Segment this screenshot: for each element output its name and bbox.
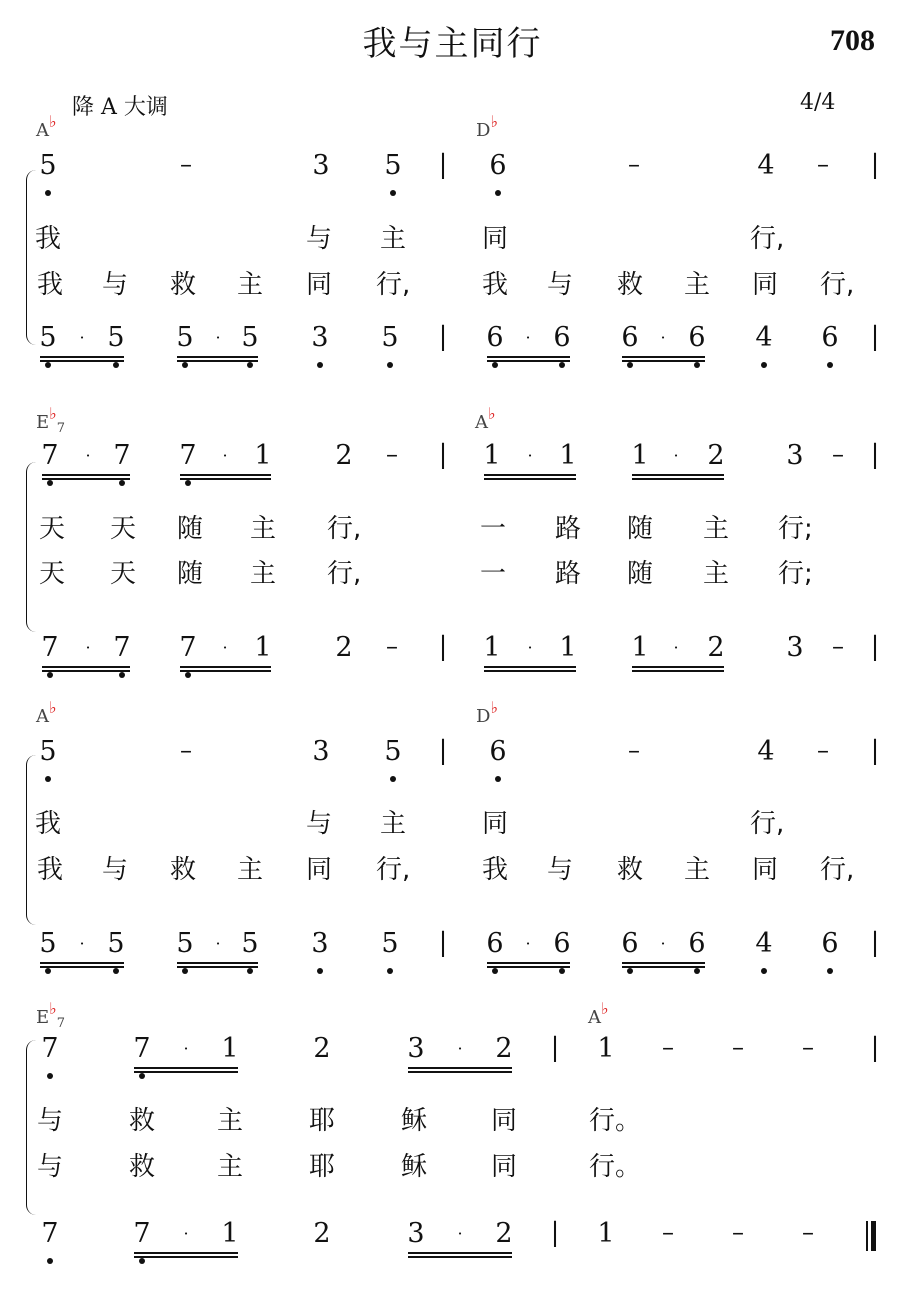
lyric-char: 天 — [38, 559, 65, 589]
note: 5 — [39, 736, 57, 767]
dot: · — [525, 328, 531, 347]
low-octave-dot — [47, 672, 53, 678]
note: 5 — [107, 928, 125, 959]
low-octave-dot — [694, 362, 700, 368]
dash: – — [832, 440, 844, 468]
dot: · — [527, 638, 533, 657]
underline — [484, 666, 576, 668]
hymn-number: 708 — [830, 24, 875, 57]
low-octave-dot — [492, 968, 498, 974]
low-octave-dot — [627, 362, 633, 368]
low-octave-dot — [45, 776, 51, 782]
lyric-char: 主 — [236, 855, 263, 885]
note: 7 — [179, 440, 197, 471]
note: 6 — [486, 928, 504, 959]
lyric-char: 主 — [379, 809, 406, 839]
lyric-char: 我 — [34, 809, 61, 839]
system-brace — [26, 170, 39, 345]
note: 4 — [755, 928, 773, 959]
note: 5 — [39, 150, 57, 181]
dash: – — [817, 736, 829, 764]
dash: – — [180, 150, 192, 178]
lyric-char: 一 — [479, 559, 506, 589]
note: 6 — [821, 322, 839, 353]
note: 5 — [176, 322, 194, 353]
note: 7 — [41, 1033, 59, 1064]
note: 1 — [254, 440, 272, 471]
dot: · — [215, 934, 221, 953]
underline — [180, 474, 271, 476]
barline: | — [550, 1033, 560, 1063]
lyric-char: 行, — [327, 559, 362, 589]
note: 7 — [133, 1218, 151, 1249]
lyric-char: 与 — [101, 270, 128, 300]
lyric-char: 天 — [109, 514, 136, 544]
dash: – — [628, 736, 640, 764]
hymn-title: 我与主同行 — [362, 24, 543, 64]
dot: · — [222, 638, 228, 657]
lyric-char: 我 — [481, 270, 508, 300]
lyric-char: 随 — [176, 514, 203, 544]
lyric-char: 随 — [626, 559, 653, 589]
note: 5 — [107, 322, 125, 353]
lyric-char: 主 — [702, 514, 729, 544]
underline — [42, 474, 130, 476]
lyric-char: 耶 — [308, 1106, 335, 1136]
dash: – — [662, 1033, 674, 1061]
note: 1 — [597, 1218, 615, 1249]
underline — [177, 966, 258, 968]
lyric-char: 与 — [36, 1152, 63, 1182]
lyric-char: 行, — [376, 270, 411, 300]
dot: · — [85, 446, 91, 465]
note: 1 — [254, 632, 272, 663]
note: 2 — [335, 632, 353, 663]
low-octave-dot — [492, 362, 498, 368]
barline: | — [870, 736, 880, 766]
low-octave-dot — [45, 362, 51, 368]
dash: – — [180, 736, 192, 764]
barline: | — [870, 928, 880, 958]
low-octave-dot — [47, 480, 53, 486]
note: 6 — [621, 322, 639, 353]
lyric-char: 行, — [820, 270, 855, 300]
note: 1 — [597, 1033, 615, 1064]
lyric-char: 稣 — [400, 1152, 427, 1182]
lyric-char: 我 — [481, 855, 508, 885]
barline: | — [438, 928, 448, 958]
chord-symbol: D♭ — [476, 698, 498, 727]
low-octave-dot — [182, 968, 188, 974]
lyric-char: 随 — [176, 559, 203, 589]
time-signature: 4/4 — [800, 90, 836, 115]
chord-symbol: A♭ — [36, 698, 57, 727]
underline — [134, 1252, 238, 1254]
low-octave-dot — [45, 968, 51, 974]
barline: | — [438, 322, 448, 352]
underline — [42, 670, 130, 672]
dash: – — [386, 440, 398, 468]
underline — [180, 670, 271, 672]
note: 4 — [757, 150, 775, 181]
note: 4 — [755, 322, 773, 353]
low-octave-dot — [627, 968, 633, 974]
low-octave-dot — [761, 362, 767, 368]
underline — [40, 356, 124, 358]
dot: · — [673, 446, 679, 465]
note: 1 — [559, 632, 577, 663]
low-octave-dot — [495, 190, 501, 196]
lyric-char: 主 — [683, 270, 710, 300]
underline — [632, 474, 724, 476]
dot: · — [660, 934, 666, 953]
low-octave-dot — [559, 362, 565, 368]
low-octave-dot — [387, 362, 393, 368]
note: 3 — [312, 150, 330, 181]
dot: · — [527, 446, 533, 465]
dot: · — [222, 446, 228, 465]
note: 5 — [384, 736, 402, 767]
note: 3 — [786, 440, 804, 471]
barline: | — [870, 150, 880, 180]
lyric-char: 救 — [128, 1152, 155, 1182]
lyric-char: 同 — [481, 809, 508, 839]
note: 2 — [495, 1033, 513, 1064]
underline — [134, 1071, 238, 1073]
underline — [484, 474, 576, 476]
note: 6 — [486, 322, 504, 353]
underline — [484, 670, 576, 672]
chord-symbol: $E♭_7$ — [36, 999, 65, 1031]
lyric-char: 行, — [750, 224, 785, 254]
lyric-char: 一 — [479, 514, 506, 544]
dot: · — [457, 1039, 463, 1058]
barline: | — [870, 322, 880, 352]
low-octave-dot — [139, 1258, 145, 1264]
dot: · — [79, 328, 85, 347]
note: 3 — [407, 1218, 425, 1249]
key-signature: 降 A 大调 — [72, 95, 168, 120]
low-octave-dot — [559, 968, 565, 974]
underline — [40, 966, 124, 968]
note: 6 — [489, 150, 507, 181]
note: 6 — [553, 322, 571, 353]
underline — [180, 666, 271, 668]
note: 5 — [241, 928, 259, 959]
note: 6 — [553, 928, 571, 959]
low-octave-dot — [827, 968, 833, 974]
chord-symbol: $E♭_7$ — [36, 404, 65, 436]
low-octave-dot — [827, 362, 833, 368]
dash: – — [662, 1218, 674, 1246]
note: 4 — [757, 736, 775, 767]
underline — [487, 356, 570, 358]
lyric-char: 耶 — [308, 1152, 335, 1182]
underline — [487, 360, 570, 362]
low-octave-dot — [390, 190, 396, 196]
low-octave-dot — [119, 480, 125, 486]
lyric-char: 行; — [778, 514, 813, 544]
lyric-char: 与 — [546, 855, 573, 885]
note: 1 — [221, 1218, 239, 1249]
note: 5 — [39, 928, 57, 959]
note: 5 — [381, 322, 399, 353]
lyric-char: 行, — [820, 855, 855, 885]
lyric-char: 同 — [305, 855, 332, 885]
lyric-char: 路 — [554, 514, 581, 544]
lyric-char: 稣 — [400, 1106, 427, 1136]
lyric-char: 救 — [169, 270, 196, 300]
underline — [632, 478, 724, 480]
dot: · — [660, 328, 666, 347]
low-octave-dot — [247, 362, 253, 368]
note: 3 — [311, 928, 329, 959]
note: 7 — [41, 440, 59, 471]
note: 5 — [176, 928, 194, 959]
dot: · — [673, 638, 679, 657]
dot: · — [525, 934, 531, 953]
lyric-char: 随 — [626, 514, 653, 544]
lyric-char: 同 — [481, 224, 508, 254]
lyric-char: 同 — [751, 855, 778, 885]
lyric-char: 主 — [216, 1152, 243, 1182]
underline — [622, 356, 705, 358]
dash: – — [732, 1218, 744, 1246]
note: 6 — [688, 322, 706, 353]
note: 5 — [381, 928, 399, 959]
chord-symbol: A♭ — [36, 112, 57, 141]
lyric-char: 救 — [616, 270, 643, 300]
lyric-char: 行。 — [589, 1106, 642, 1136]
lyric-char: 与 — [305, 224, 332, 254]
note: 6 — [688, 928, 706, 959]
final-barline-thin — [866, 1221, 868, 1251]
system-brace — [26, 755, 39, 925]
underline — [487, 962, 570, 964]
note: 2 — [313, 1033, 331, 1064]
dot: · — [457, 1224, 463, 1243]
note: 1 — [559, 440, 577, 471]
low-octave-dot — [317, 362, 323, 368]
low-octave-dot — [47, 1258, 53, 1264]
low-octave-dot — [119, 672, 125, 678]
underline — [177, 356, 258, 358]
barline: | — [438, 736, 448, 766]
underline — [484, 478, 576, 480]
barline: | — [870, 440, 880, 470]
lyric-char: 救 — [128, 1106, 155, 1136]
lyric-char: 路 — [554, 559, 581, 589]
note: 6 — [821, 928, 839, 959]
note: 1 — [221, 1033, 239, 1064]
lyric-char: 行, — [750, 809, 785, 839]
barline: | — [438, 632, 448, 662]
lyric-char: 主 — [379, 224, 406, 254]
lyric-char: 同 — [305, 270, 332, 300]
note: 7 — [179, 632, 197, 663]
lyric-char: 救 — [616, 855, 643, 885]
note: 3 — [312, 736, 330, 767]
low-octave-dot — [247, 968, 253, 974]
lyric-char: 同 — [490, 1106, 517, 1136]
dash: – — [802, 1033, 814, 1061]
low-octave-dot — [45, 190, 51, 196]
low-octave-dot — [185, 672, 191, 678]
dash: – — [628, 150, 640, 178]
dot: · — [183, 1039, 189, 1058]
underline — [622, 360, 705, 362]
note: 3 — [311, 322, 329, 353]
barline: | — [870, 632, 880, 662]
underline — [622, 966, 705, 968]
low-octave-dot — [387, 968, 393, 974]
underline — [42, 666, 130, 668]
lyric-char: 主 — [249, 559, 276, 589]
underline — [40, 962, 124, 964]
dot: · — [183, 1224, 189, 1243]
system-brace — [26, 462, 39, 632]
note: 6 — [621, 928, 639, 959]
note: 2 — [313, 1218, 331, 1249]
low-octave-dot — [761, 968, 767, 974]
lyric-char: 我 — [36, 855, 63, 885]
note: 3 — [407, 1033, 425, 1064]
underline — [42, 478, 130, 480]
note: 7 — [41, 1218, 59, 1249]
system-brace — [26, 1040, 39, 1215]
note: 7 — [133, 1033, 151, 1064]
dot: · — [85, 638, 91, 657]
note: 6 — [489, 736, 507, 767]
lyric-char: 主 — [216, 1106, 243, 1136]
lyric-char: 行, — [327, 514, 362, 544]
lyric-char: 与 — [36, 1106, 63, 1136]
low-octave-dot — [182, 362, 188, 368]
lyric-char: 主 — [683, 855, 710, 885]
lyric-char: 天 — [38, 514, 65, 544]
lyric-char: 行, — [376, 855, 411, 885]
note: 1 — [483, 632, 501, 663]
note: 2 — [707, 440, 725, 471]
note: 1 — [483, 440, 501, 471]
lyric-char: 我 — [34, 224, 61, 254]
lyric-char: 天 — [109, 559, 136, 589]
chord-symbol: D♭ — [476, 112, 498, 141]
low-octave-dot — [47, 1073, 53, 1079]
underline — [408, 1071, 512, 1073]
underline — [40, 360, 124, 362]
underline — [622, 962, 705, 964]
lyric-char: 与 — [101, 855, 128, 885]
note: 5 — [384, 150, 402, 181]
lyric-char: 救 — [169, 855, 196, 885]
underline — [632, 666, 724, 668]
note: 1 — [631, 440, 649, 471]
low-octave-dot — [113, 362, 119, 368]
lyric-char: 同 — [490, 1152, 517, 1182]
chord-symbol: A♭ — [588, 999, 609, 1028]
low-octave-dot — [113, 968, 119, 974]
final-barline-thick — [871, 1221, 876, 1251]
lyric-char: 主 — [702, 559, 729, 589]
barline: | — [438, 440, 448, 470]
dash: – — [817, 150, 829, 178]
underline — [177, 962, 258, 964]
note: 7 — [41, 632, 59, 663]
lyric-char: 主 — [236, 270, 263, 300]
underline — [408, 1067, 512, 1069]
note: 5 — [39, 322, 57, 353]
lyric-char: 行。 — [589, 1152, 642, 1182]
underline — [408, 1256, 512, 1258]
underline — [487, 966, 570, 968]
note: 7 — [113, 440, 131, 471]
barline: | — [438, 150, 448, 180]
low-octave-dot — [390, 776, 396, 782]
lyric-char: 行; — [778, 559, 813, 589]
barline: | — [550, 1218, 560, 1248]
note: 5 — [241, 322, 259, 353]
low-octave-dot — [139, 1073, 145, 1079]
lyric-char: 主 — [249, 514, 276, 544]
dot: · — [215, 328, 221, 347]
note: 1 — [631, 632, 649, 663]
note: 3 — [786, 632, 804, 663]
note: 2 — [495, 1218, 513, 1249]
low-octave-dot — [495, 776, 501, 782]
barline: | — [870, 1033, 880, 1063]
note: 7 — [113, 632, 131, 663]
note: 2 — [707, 632, 725, 663]
dash: – — [802, 1218, 814, 1246]
low-octave-dot — [185, 480, 191, 486]
lyric-char: 我 — [36, 270, 63, 300]
underline — [177, 360, 258, 362]
underline — [134, 1067, 238, 1069]
underline — [134, 1256, 238, 1258]
dot: · — [79, 934, 85, 953]
chord-symbol: A♭ — [475, 404, 496, 433]
underline — [632, 670, 724, 672]
dash: – — [732, 1033, 744, 1061]
lyric-char: 同 — [751, 270, 778, 300]
dash: – — [832, 632, 844, 660]
lyric-char: 与 — [305, 809, 332, 839]
lyric-char: 与 — [546, 270, 573, 300]
low-octave-dot — [317, 968, 323, 974]
underline — [408, 1252, 512, 1254]
dash: – — [386, 632, 398, 660]
underline — [180, 478, 271, 480]
note: 2 — [335, 440, 353, 471]
low-octave-dot — [694, 968, 700, 974]
